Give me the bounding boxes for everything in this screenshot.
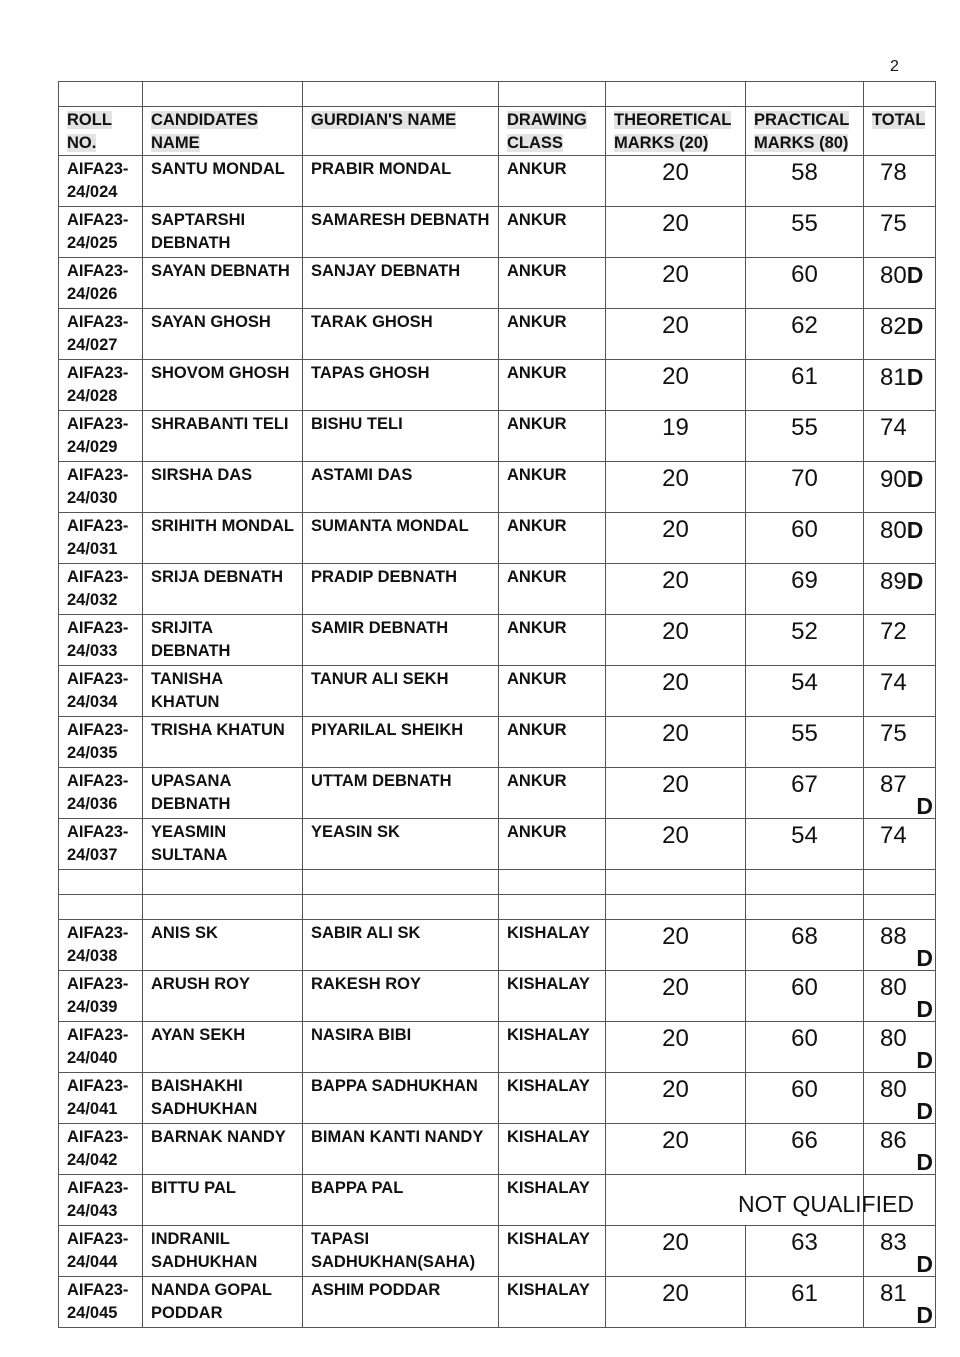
cell-theoretical: 20 xyxy=(606,920,746,971)
cell-guardian: ASHIM PODDAR xyxy=(303,1277,499,1328)
cell-roll: AIFA23-24/043 xyxy=(59,1175,143,1226)
cell-class: KISHALAY xyxy=(499,971,606,1022)
cell-guardian: ASTAMI DAS xyxy=(303,462,499,513)
grade-mark: D xyxy=(906,517,924,543)
table-row xyxy=(59,1175,936,1226)
grade-mark: D xyxy=(906,364,924,390)
table-row xyxy=(59,1277,936,1328)
cell-guardian: SANJAY DEBNATH xyxy=(303,258,499,309)
blank-cell xyxy=(59,870,143,895)
total-value: 86 xyxy=(880,1127,907,1154)
cell-practical: 55 xyxy=(746,207,864,258)
cell-class: ANKUR xyxy=(499,258,606,309)
cell-guardian: SAMARESH DEBNATH xyxy=(303,207,499,258)
table-row xyxy=(59,462,936,513)
cell-total xyxy=(864,1124,936,1175)
cell-practical: 55 xyxy=(746,411,864,462)
cell-total xyxy=(864,717,936,768)
cell-theoretical: 20 xyxy=(606,666,746,717)
cell-class: KISHALAY xyxy=(499,1022,606,1073)
table-row xyxy=(59,920,936,971)
table-row xyxy=(59,513,936,564)
cell-name: TANISHA KHATUN xyxy=(143,666,303,717)
cell-roll: AIFA23-24/028 xyxy=(59,360,143,411)
cell-total xyxy=(864,462,936,513)
total-value: 72 xyxy=(880,618,907,645)
cell-theoretical: 20 xyxy=(606,513,746,564)
cell-practical: 62 xyxy=(746,309,864,360)
cell-practical: 54 xyxy=(746,819,864,870)
cell-guardian: TANUR ALI SEKH xyxy=(303,666,499,717)
cell-theoretical: 20 xyxy=(606,207,746,258)
total-value: 75 xyxy=(880,210,907,237)
total-value: 82 xyxy=(880,313,907,340)
cell-practical: 60 xyxy=(746,1073,864,1124)
table-row xyxy=(59,1022,936,1073)
cell-practical: 52 xyxy=(746,615,864,666)
blank-cell xyxy=(606,895,746,920)
cell-name: YEASMIN SULTANA xyxy=(143,819,303,870)
cell-practical: 68 xyxy=(746,920,864,971)
cell-name: SAPTARSHI DEBNATH xyxy=(143,207,303,258)
grade-mark: D xyxy=(916,1047,933,1073)
blank-cell xyxy=(303,870,499,895)
blank-cell xyxy=(499,870,606,895)
total-value: 80 xyxy=(880,974,907,1001)
grade-mark: D xyxy=(916,1098,933,1124)
cell-practical: 60 xyxy=(746,513,864,564)
cell-practical: 60 xyxy=(746,258,864,309)
cell-class: ANKUR xyxy=(499,768,606,819)
cell-theoretical: 20 xyxy=(606,462,746,513)
cell-guardian: PRABIR MONDAL xyxy=(303,156,499,207)
total-value: 88 xyxy=(880,923,907,950)
total-value: 74 xyxy=(880,822,907,849)
cell-total xyxy=(864,156,936,207)
cell-class: ANKUR xyxy=(499,207,606,258)
cell-theoretical: 20 xyxy=(606,1277,746,1328)
cell-roll: AIFA23-24/035 xyxy=(59,717,143,768)
total-value: 75 xyxy=(880,720,907,747)
total-value: 87 xyxy=(880,771,907,798)
table-row xyxy=(59,411,936,462)
cell-class: KISHALAY xyxy=(499,1124,606,1175)
table-row xyxy=(59,717,936,768)
grade-mark: D xyxy=(906,313,924,339)
cell-roll: AIFA23-24/029 xyxy=(59,411,143,462)
cell-total xyxy=(864,666,936,717)
cell-practical: 69 xyxy=(746,564,864,615)
status-not-qualified: NOT QUALIFIED xyxy=(738,1191,914,1217)
cell-guardian: PIYARILAL SHEIKH xyxy=(303,717,499,768)
total-value: 80 xyxy=(880,262,907,289)
cell-total xyxy=(864,1277,936,1328)
cell-practical: 61 xyxy=(746,360,864,411)
table-row xyxy=(59,1124,936,1175)
cell-name: INDRANIL SADHUKHAN xyxy=(143,1226,303,1277)
header-practical: PRACTICAL MARKS (80) xyxy=(746,107,864,156)
total-value: 80 xyxy=(880,1025,907,1052)
cell-name: NANDA GOPAL PODDAR xyxy=(143,1277,303,1328)
cell-roll: AIFA23-24/044 xyxy=(59,1226,143,1277)
header-name: CANDIDATES NAME xyxy=(143,107,303,156)
cell-practical: 66 xyxy=(746,1124,864,1175)
cell-name: SHRABANTI TELI xyxy=(143,411,303,462)
table-row xyxy=(59,768,936,819)
cell-class: KISHALAY xyxy=(499,1226,606,1277)
cell-class: ANKUR xyxy=(499,156,606,207)
cell-class: KISHALAY xyxy=(499,1175,606,1226)
header-theoretical: THEORETICAL MARKS (20) xyxy=(606,107,746,156)
cell-roll: AIFA23-24/045 xyxy=(59,1277,143,1328)
cell-total xyxy=(864,1022,936,1073)
cell-class: KISHALAY xyxy=(499,920,606,971)
cell-roll: AIFA23-24/024 xyxy=(59,156,143,207)
cell-total xyxy=(864,1226,936,1277)
cell-name: UPASANA DEBNATH xyxy=(143,768,303,819)
cell-name: BAISHAKHI SADHUKHAN xyxy=(143,1073,303,1124)
grade-mark: D xyxy=(916,793,933,819)
cell-guardian: TAPASI SADHUKHAN(SAHA) xyxy=(303,1226,499,1277)
grade-mark: D xyxy=(916,945,933,971)
cell-class: KISHALAY xyxy=(499,1073,606,1124)
cell-guardian: BIMAN KANTI NANDY xyxy=(303,1124,499,1175)
cell-roll: AIFA23-24/027 xyxy=(59,309,143,360)
header-roll: ROLL NO. xyxy=(59,107,143,156)
table-row xyxy=(59,360,936,411)
cell-theoretical: 20 xyxy=(606,1073,746,1124)
table-row xyxy=(59,207,936,258)
cell-total xyxy=(864,309,936,360)
table-row xyxy=(59,1073,936,1124)
grade-mark: D xyxy=(916,996,933,1022)
grade-mark: D xyxy=(906,466,924,492)
header-drawing-class: DRAWING CLASS xyxy=(499,107,606,156)
cell-roll: AIFA23-24/039 xyxy=(59,971,143,1022)
cell-theoretical: 19 xyxy=(606,411,746,462)
total-value: 81 xyxy=(880,364,907,391)
cell-theoretical: 20 xyxy=(606,615,746,666)
cell-name: ARUSH ROY xyxy=(143,971,303,1022)
cell-class: ANKUR xyxy=(499,513,606,564)
cell-guardian: UTTAM DEBNATH xyxy=(303,768,499,819)
cell-theoretical: 20 xyxy=(606,1022,746,1073)
cell-practical: 63 xyxy=(746,1226,864,1277)
cell-roll: AIFA23-24/032 xyxy=(59,564,143,615)
total-value: 81 xyxy=(880,1280,907,1307)
cell-practical: 61 xyxy=(746,1277,864,1328)
cell-roll: AIFA23-24/037 xyxy=(59,819,143,870)
cell-name: SAYAN GHOSH xyxy=(143,309,303,360)
table-row xyxy=(59,564,936,615)
cell-guardian: NASIRA BIBI xyxy=(303,1022,499,1073)
header-guardian: GURDIAN'S NAME xyxy=(303,107,499,156)
table-row xyxy=(59,819,936,870)
cell-practical: 70 xyxy=(746,462,864,513)
cell-total xyxy=(864,920,936,971)
cell-guardian: TARAK GHOSH xyxy=(303,309,499,360)
total-value: 80 xyxy=(880,517,907,544)
total-value: 74 xyxy=(880,669,907,696)
grade-mark: D xyxy=(916,1251,933,1277)
cell-theoretical: 20 xyxy=(606,1226,746,1277)
cell-class: ANKUR xyxy=(499,615,606,666)
table-row xyxy=(59,309,936,360)
cell-guardian: BISHU TELI xyxy=(303,411,499,462)
cell-practical: 55 xyxy=(746,717,864,768)
blank-row xyxy=(59,895,936,920)
cell-guardian: SUMANTA MONDAL xyxy=(303,513,499,564)
cell-total xyxy=(864,513,936,564)
cell-practical: 54 xyxy=(746,666,864,717)
blank-cell xyxy=(143,895,303,920)
cell-name: BITTU PAL xyxy=(143,1175,303,1226)
cell-roll: AIFA23-24/040 xyxy=(59,1022,143,1073)
cell-guardian: RAKESH ROY xyxy=(303,971,499,1022)
page-number: 2 xyxy=(890,58,899,75)
cell-name: SAYAN DEBNATH xyxy=(143,258,303,309)
cell-roll: AIFA23-24/042 xyxy=(59,1124,143,1175)
blank-cell xyxy=(606,870,746,895)
cell-total xyxy=(864,971,936,1022)
cell-roll: AIFA23-24/025 xyxy=(59,207,143,258)
cell-practical: 60 xyxy=(746,971,864,1022)
cell-theoretical: 20 xyxy=(606,156,746,207)
cell-class: ANKUR xyxy=(499,819,606,870)
header-row xyxy=(59,107,936,156)
cell-theoretical: 20 xyxy=(606,1124,746,1175)
cell-roll: AIFA23-24/030 xyxy=(59,462,143,513)
cell-guardian: BAPPA PAL xyxy=(303,1175,499,1226)
cell-roll: AIFA23-24/038 xyxy=(59,920,143,971)
cell-total xyxy=(864,564,936,615)
cell-theoretical: 20 xyxy=(606,717,746,768)
total-value: 89 xyxy=(880,568,907,595)
cell-class: ANKUR xyxy=(499,360,606,411)
header-total: TOTAL xyxy=(864,107,936,156)
table-row xyxy=(59,1226,936,1277)
cell-name: SRIJITA DEBNATH xyxy=(143,615,303,666)
blank-row xyxy=(59,870,936,895)
cell-name: SHOVOM GHOSH xyxy=(143,360,303,411)
blank-cell xyxy=(59,895,143,920)
cell-theoretical: 20 xyxy=(606,564,746,615)
table-row xyxy=(59,156,936,207)
cell-theoretical xyxy=(606,1175,914,1226)
cell-guardian: SAMIR DEBNATH xyxy=(303,615,499,666)
cell-guardian: PRADIP DEBNATH xyxy=(303,564,499,615)
cell-guardian: SABIR ALI SK xyxy=(303,920,499,971)
cell-class: ANKUR xyxy=(499,666,606,717)
cell-practical: 67 xyxy=(746,768,864,819)
total-value: 90 xyxy=(880,466,907,493)
cell-theoretical: 20 xyxy=(606,971,746,1022)
cell-name: SIRSHA DAS xyxy=(143,462,303,513)
cell-name: SANTU MONDAL xyxy=(143,156,303,207)
cell-total xyxy=(864,819,936,870)
table-row xyxy=(59,615,936,666)
cell-name: SRIJA DEBNATH xyxy=(143,564,303,615)
cell-total xyxy=(864,360,936,411)
grade-mark: D xyxy=(906,262,924,288)
total-value: 74 xyxy=(880,414,907,441)
blank-cell xyxy=(864,895,936,920)
cell-total xyxy=(864,1073,936,1124)
cell-theoretical: 20 xyxy=(606,309,746,360)
cell-name: BARNAK NANDY xyxy=(143,1124,303,1175)
cell-name: SRIHITH MONDAL xyxy=(143,513,303,564)
cell-total xyxy=(864,615,936,666)
cell-name: AYAN SEKH xyxy=(143,1022,303,1073)
grade-mark: D xyxy=(906,568,924,594)
cell-name: TRISHA KHATUN xyxy=(143,717,303,768)
cell-theoretical: 20 xyxy=(606,819,746,870)
cell-class: ANKUR xyxy=(499,717,606,768)
cell-roll: AIFA23-24/033 xyxy=(59,615,143,666)
cell-guardian: TAPAS GHOSH xyxy=(303,360,499,411)
cell-theoretical: 20 xyxy=(606,768,746,819)
cell-roll: AIFA23-24/041 xyxy=(59,1073,143,1124)
cell-total xyxy=(864,258,936,309)
cell-class: ANKUR xyxy=(499,309,606,360)
total-value: 78 xyxy=(880,159,907,186)
cell-practical: 60 xyxy=(746,1022,864,1073)
cell-roll: AIFA23-24/034 xyxy=(59,666,143,717)
total-value: 80 xyxy=(880,1076,907,1103)
cell-theoretical: 20 xyxy=(606,360,746,411)
blank-cell xyxy=(143,870,303,895)
table-row xyxy=(59,258,936,309)
cell-theoretical: 20 xyxy=(606,258,746,309)
table-row xyxy=(59,666,936,717)
blank-cell xyxy=(746,870,864,895)
grade-mark: D xyxy=(916,1149,933,1175)
cell-total xyxy=(864,411,936,462)
results-table xyxy=(58,81,936,1328)
cell-practical: 58 xyxy=(746,156,864,207)
blank-row xyxy=(59,82,936,107)
cell-roll: AIFA23-24/031 xyxy=(59,513,143,564)
cell-guardian: YEASIN SK xyxy=(303,819,499,870)
cell-roll: AIFA23-24/036 xyxy=(59,768,143,819)
cell-class: ANKUR xyxy=(499,462,606,513)
blank-cell xyxy=(864,870,936,895)
cell-total xyxy=(864,207,936,258)
cell-name: ANIS SK xyxy=(143,920,303,971)
cell-guardian: BAPPA SADHUKHAN xyxy=(303,1073,499,1124)
grade-mark: D xyxy=(916,1302,933,1328)
cell-class: ANKUR xyxy=(499,564,606,615)
blank-cell xyxy=(303,895,499,920)
blank-cell xyxy=(746,895,864,920)
cell-total xyxy=(864,768,936,819)
cell-class: KISHALAY xyxy=(499,1277,606,1328)
cell-class: ANKUR xyxy=(499,411,606,462)
blank-cell xyxy=(499,895,606,920)
table-row xyxy=(59,971,936,1022)
total-value: 83 xyxy=(880,1229,907,1256)
cell-roll: AIFA23-24/026 xyxy=(59,258,143,309)
